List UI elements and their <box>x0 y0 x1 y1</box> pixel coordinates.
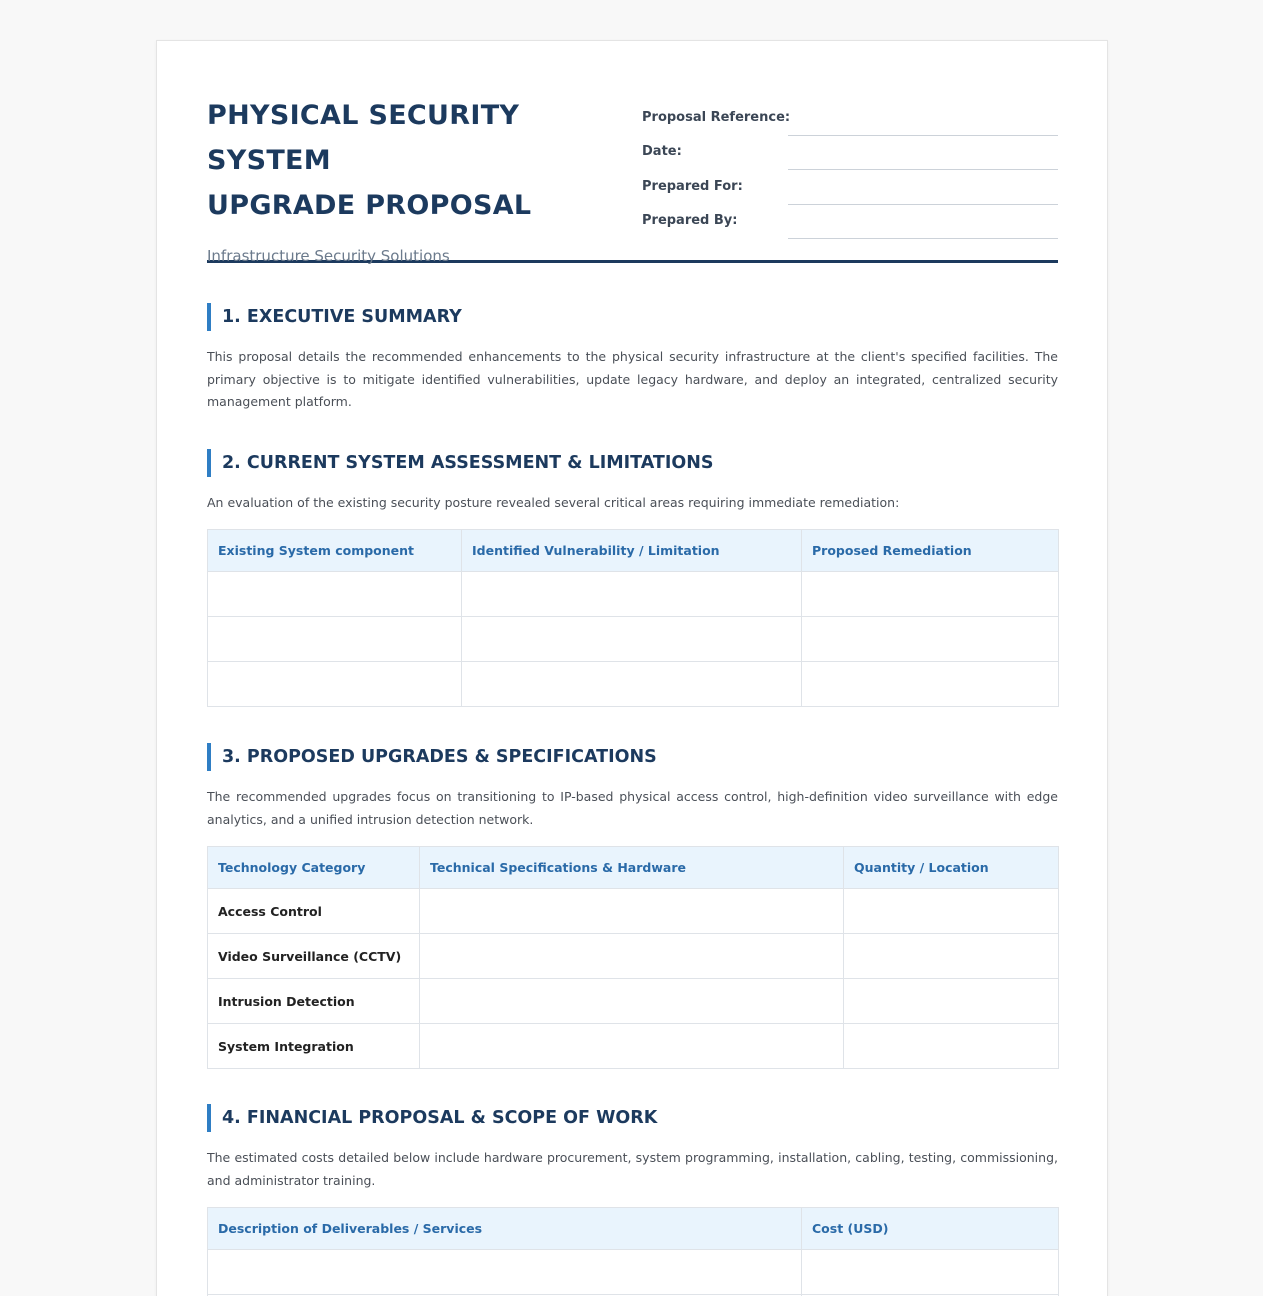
table-cell[interactable] <box>462 572 802 617</box>
financial-table <box>207 1207 1059 1296</box>
table-cell[interactable] <box>208 1250 802 1295</box>
table-cell[interactable] <box>802 1250 1059 1295</box>
upgrades-intro-text: The recommended upgrades focus on transitioning to IP-based physical access control, high-definition video surveillance with edge analytics, and a unified intrusion detection network. <box>207 789 1058 827</box>
table-cell[interactable] <box>208 572 462 617</box>
executive-summary-text: This proposal details the recommended enhancements to the physical security infrastructure at the client's specified facilities. The primary objective is to mitigate identified vulnerabilities, update legacy hardware, and deploy an integrated, centralized security management platform. <box>207 349 1058 409</box>
table-cell[interactable] <box>420 934 844 979</box>
column-header: Description of Deliverables / Services <box>208 1208 802 1250</box>
column-header: Quantity / Location <box>844 847 1059 889</box>
table-cell[interactable] <box>844 934 1059 979</box>
table-cell[interactable] <box>420 889 844 934</box>
table-row <box>208 1250 1059 1295</box>
table-cell[interactable] <box>844 889 1059 934</box>
financial-intro-text: The estimated costs detailed below include hardware procurement, system programming, installation, cabling, testing, commissioning, and administrator training. <box>207 1150 1058 1188</box>
table-cell[interactable] <box>462 617 802 662</box>
assessment-intro-text: An evaluation of the existing security posture revealed several critical areas requiring immediate remediation: <box>207 495 900 510</box>
table-cell[interactable] <box>844 1024 1059 1069</box>
table-row <box>208 662 1059 707</box>
section-heading-assessment: 2. CURRENT SYSTEM ASSESSMENT & LIMITATIONS <box>207 449 714 477</box>
table-header-row <box>208 1208 1059 1250</box>
column-header: Technology Category <box>208 847 420 889</box>
meta-label-prepared-by: Prepared By: <box>642 213 738 228</box>
section-heading-upgrades: 3. PROPOSED UPGRADES & SPECIFICATIONS <box>207 743 657 771</box>
page-subtitle: Infrastructure Security Solutions <box>207 247 450 265</box>
column-header: Proposed Remediation <box>802 530 1059 572</box>
table-row <box>208 889 1059 934</box>
category-cell: System Integration <box>208 1024 420 1069</box>
table-cell[interactable] <box>802 662 1059 707</box>
table-cell[interactable] <box>844 979 1059 1024</box>
column-header: Technical Specifications & Hardware <box>420 847 844 889</box>
table-row <box>208 572 1059 617</box>
meta-row-prepared-by <box>642 196 1058 230</box>
meta-label-date: Date: <box>642 144 682 159</box>
table-row <box>208 617 1059 662</box>
document-header <box>207 93 1058 263</box>
category-cell: Intrusion Detection <box>208 979 420 1024</box>
meta-row-reference <box>642 93 1058 127</box>
proposal-page <box>156 40 1108 1296</box>
section-heading-financial: 4. FINANCIAL PROPOSAL & SCOPE OF WORK <box>207 1104 657 1132</box>
table-cell[interactable] <box>802 617 1059 662</box>
category-cell: Access Control <box>208 889 420 934</box>
table-cell[interactable] <box>420 979 844 1024</box>
meta-row-prepared-for <box>642 162 1058 196</box>
table-row <box>208 979 1059 1024</box>
column-header: Identified Vulnerability / Limitation <box>462 530 802 572</box>
upgrades-table <box>207 846 1059 1069</box>
table-row <box>208 1024 1059 1069</box>
title-line-2: UPGRADE PROPOSAL <box>207 190 532 221</box>
table-cell[interactable] <box>208 617 462 662</box>
column-header: Existing System component <box>208 530 462 572</box>
assessment-table <box>207 529 1059 707</box>
column-header: Cost (USD) <box>802 1208 1059 1250</box>
meta-field-prepared-by[interactable] <box>788 238 1058 239</box>
title-line-1: PHYSICAL SECURITY SYSTEM <box>207 100 520 176</box>
page-title <box>207 93 627 228</box>
meta-label-reference: Proposal Reference: <box>642 110 791 125</box>
table-cell[interactable] <box>208 662 462 707</box>
table-cell[interactable] <box>802 572 1059 617</box>
meta-row-date <box>642 127 1058 161</box>
table-header-row <box>208 530 1059 572</box>
section-heading-executive-summary: 1. EXECUTIVE SUMMARY <box>207 303 462 331</box>
table-row <box>208 934 1059 979</box>
category-cell: Video Surveillance (CCTV) <box>208 934 420 979</box>
table-header-row <box>208 847 1059 889</box>
table-cell[interactable] <box>462 662 802 707</box>
meta-label-prepared-for: Prepared For: <box>642 179 743 194</box>
table-cell[interactable] <box>420 1024 844 1069</box>
